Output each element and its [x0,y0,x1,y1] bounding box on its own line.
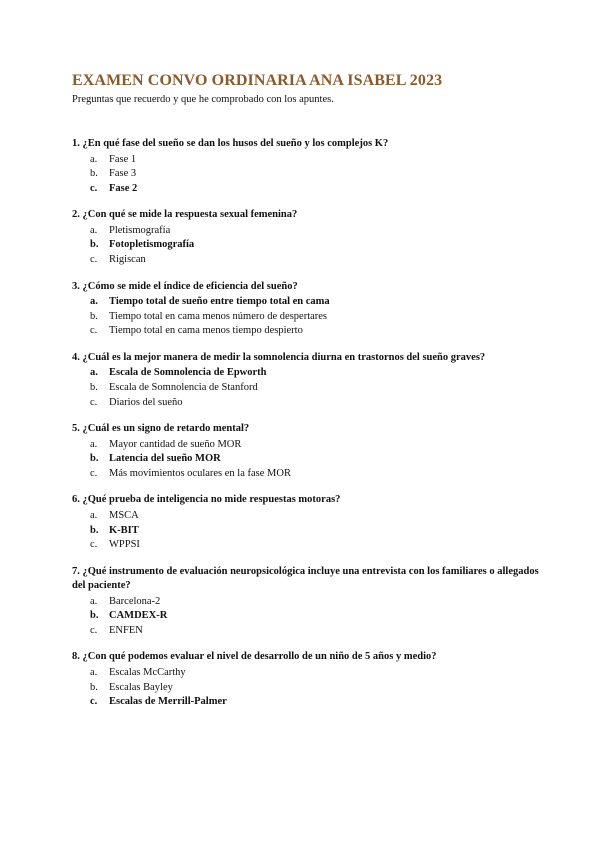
option-text: Diarios del sueño [109,396,183,408]
option-letter: a. [90,509,98,521]
option-letter: c. [90,325,98,337]
option-letter: b. [90,610,99,622]
option-text: Tiempo total en cama menos número de despertares [109,310,328,322]
document-title: EXAMEN CONVO ORDINARIA ANA ISABEL 2023 [72,72,443,89]
option-letter: c. [90,696,98,708]
option-text: MSCA [109,509,139,521]
question-item [72,493,542,552]
answer-option [72,624,542,639]
question-text: 5. ¿Cuál es un signo de retardo mental? [72,423,250,435]
option-letter: c. [90,396,98,408]
answer-option [72,310,542,325]
question-text: 3. ¿Cómo se mide el índice de eficiencia del sueño? [72,280,298,292]
option-text: Fase 3 [109,168,137,180]
option-letter: c. [90,182,98,194]
option-text: K-BIT [109,524,139,536]
answer-option [72,224,542,239]
option-letter: b. [90,681,98,693]
answer-option [72,595,542,610]
option-text: Tiempo total de sueño entre tiempo total en cama [109,296,330,308]
option-text: Fase 2 [109,182,138,194]
question-item [72,208,542,267]
answer-option [72,681,542,696]
option-letter: a. [90,296,98,308]
option-text: Tiempo total en cama menos tiempo despierto [109,325,303,337]
answer-option [72,381,542,396]
option-letter: a. [90,224,98,236]
option-letter: a. [90,438,98,450]
option-letter: b. [90,381,98,393]
option-text: Rigiscan [109,253,146,265]
answer-option [72,295,542,310]
option-text: Escalas de Merrill-Palmer [109,696,227,708]
question-list [72,137,542,710]
option-letter: b. [90,524,99,536]
option-text: Escala de Somnolencia de Stanford [109,381,258,393]
answer-option [72,182,542,197]
document-subtitle: Preguntas que recuerdo y que he comprobado con los apuntes. [72,94,334,105]
question-text: 1. ¿En qué fase del sueño se dan los husos del sueño y los complejos K? [72,138,389,149]
answer-option [72,538,542,553]
answer-option [72,396,542,411]
option-text: Latencia del sueño MOR [109,453,221,465]
question-text: 4. ¿Cuál es la mejor manera de medir la somnolencia diurna en trastornos del sueño graves? [72,351,486,363]
option-text: Fotopletismografía [109,239,195,251]
option-text: Fase 1 [109,153,137,165]
option-text: CAMDEX-R [109,610,168,622]
answer-option [72,695,542,710]
answer-option [72,524,542,539]
option-letter: a. [90,666,98,678]
answer-option [72,452,542,467]
question-text: 6. ¿Qué prueba de inteligencia no mide respuestas motoras? [72,494,341,506]
question-item [72,650,542,709]
option-text: Barcelona-2 [109,595,161,607]
question-text: 8. ¿Con qué podemos evaluar el nivel de desarrollo de un niño de 5 años y medio? [72,651,437,663]
option-letter: a. [90,595,98,607]
question-item [72,280,542,339]
option-letter: b. [90,453,99,465]
option-letter: c. [90,539,98,551]
option-text: Más movimientos oculares en la fase MOR [109,467,291,479]
option-letter: a. [90,153,98,165]
option-text: Escalas McCarthy [109,666,186,678]
answer-option [72,609,542,624]
question-item [72,137,542,196]
answer-option [72,324,542,339]
option-text: Escala de Somnolencia de Epworth [109,367,267,379]
option-text: WPPSI [109,539,140,551]
option-letter: c. [90,624,98,636]
answer-option [72,438,542,453]
option-text: Escalas Bayley [109,681,173,693]
answer-option [72,238,542,253]
question-item [72,565,542,639]
answer-option [72,467,542,482]
question-item [72,422,542,481]
question-text: 2. ¿Con qué se mide la respuesta sexual femenina? [72,209,298,221]
option-text: ENFEN [109,624,143,636]
answer-option [72,509,542,524]
option-text: Pletismografía [109,224,171,236]
answer-option [72,167,542,182]
document-page [72,70,542,722]
option-letter: b. [90,168,98,180]
question-text: 7. ¿Qué instrumento de evaluación neuropsicológica incluye una entrevista con los familiares o allegados del paciente? [72,565,539,592]
option-letter: b. [90,310,98,322]
answer-option [72,366,542,381]
answer-option [72,153,542,168]
answer-option [72,253,542,268]
question-item [72,351,542,410]
option-letter: c. [90,253,98,265]
option-text: Mayor cantidad de sueño MOR [109,438,242,450]
answer-option [72,666,542,681]
option-letter: c. [90,467,98,479]
option-letter: b. [90,239,99,251]
option-letter: a. [90,367,98,379]
